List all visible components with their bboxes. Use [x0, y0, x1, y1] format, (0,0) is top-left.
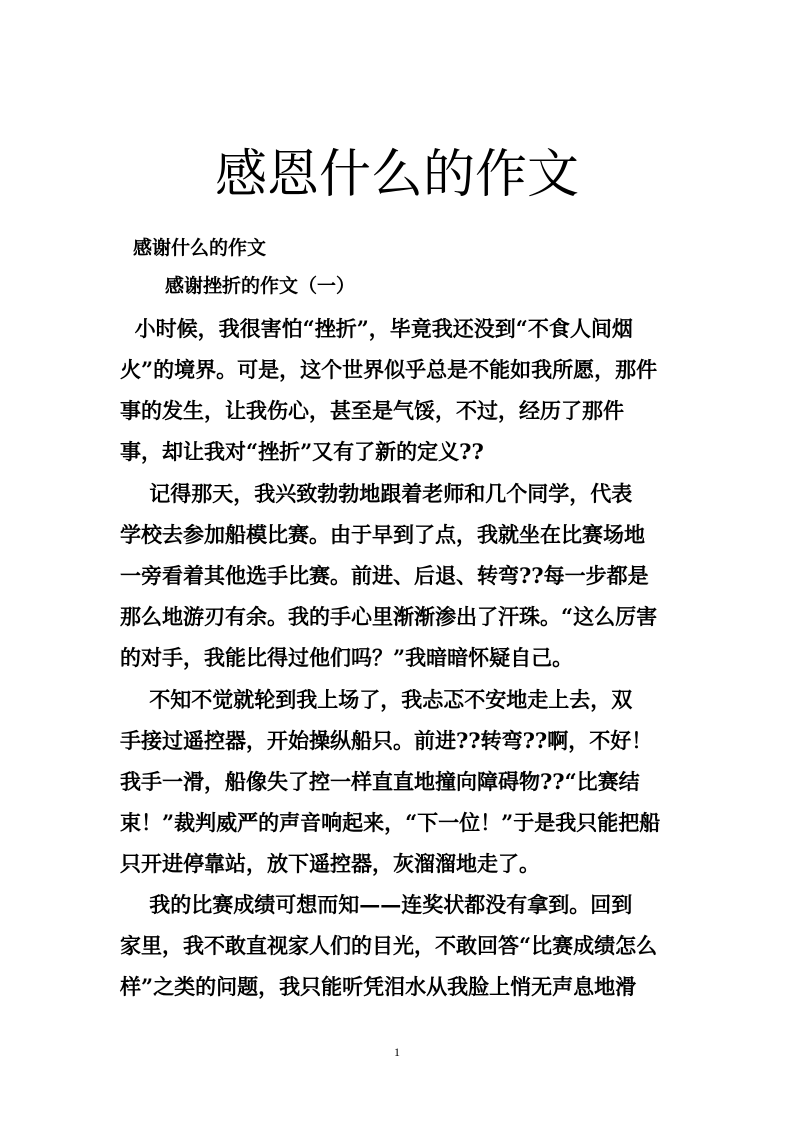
paragraph-line: 小时候，我很害怕“挫折”，毕竟我还没到“不食人间烟: [120, 316, 633, 341]
paragraph-line: 那么地游刃有余。我的手心里渐渐渗出了汗珠。“这么厉害: [120, 604, 658, 629]
document-title: 感恩什么的作文: [214, 145, 579, 205]
paragraph-line: 一旁看着其他选手比赛。前进、后退、转弯??每一步都是: [120, 563, 649, 588]
document-subtitle: 感谢什么的作文: [133, 237, 267, 259]
paragraph-line: 样”之类的问题，我只能听凭泪水从我脸上悄无声息地滑: [120, 974, 637, 999]
paragraph-3: [120, 679, 680, 884]
paragraph-line: 事的发生，让我伤心，甚至是气馁，不过，经历了那件: [120, 398, 624, 423]
paragraph-line: 不知不觉就轮到我上场了，我忐忑不安地走上去，双: [120, 687, 633, 712]
paragraph-line: 只开进停靠站，放下遥控器，灰溜溜地走了。: [120, 851, 540, 876]
paragraph-line: 事，却让我对“挫折”又有了新的定义??: [120, 439, 484, 464]
paragraph-2: [120, 473, 680, 678]
paragraph-line: 火”的境界。可是，这个世界似乎总是不能如我所愿，那件: [120, 357, 658, 382]
paragraph-line: 手接过遥控器，开始操纵船只。前进??转弯??啊，不好！: [120, 728, 653, 753]
paragraph-4: [120, 884, 680, 1007]
page-number: 1: [394, 1045, 400, 1059]
paragraph-line: 束！”裁判威严的声音响起来，“下一位！”于是我只能把船: [120, 810, 661, 835]
paragraph-line: 我的比赛成绩可想而知——连奖状都没有拿到。回到: [120, 892, 633, 917]
paragraph-line: 学校去参加船模比赛。由于早到了点，我就坐在比赛场地: [120, 522, 645, 547]
paragraph-1: [120, 308, 680, 472]
paragraph-line: 家里，我不敢直视家人们的目光，不敢回答“比赛成绩怎么: [120, 933, 658, 958]
paragraph-line: 的对手，我能比得过他们吗？”我暗暗怀疑自己。: [120, 645, 574, 670]
paragraph-line: 我手一滑，船像失了控一样直直地撞向障碍物??“比赛结: [120, 769, 640, 794]
section-heading: 感谢挫折的作文（一）: [165, 275, 356, 297]
paragraph-line: 记得那天，我兴致勃勃地跟着老师和几个同学，代表: [120, 481, 633, 506]
